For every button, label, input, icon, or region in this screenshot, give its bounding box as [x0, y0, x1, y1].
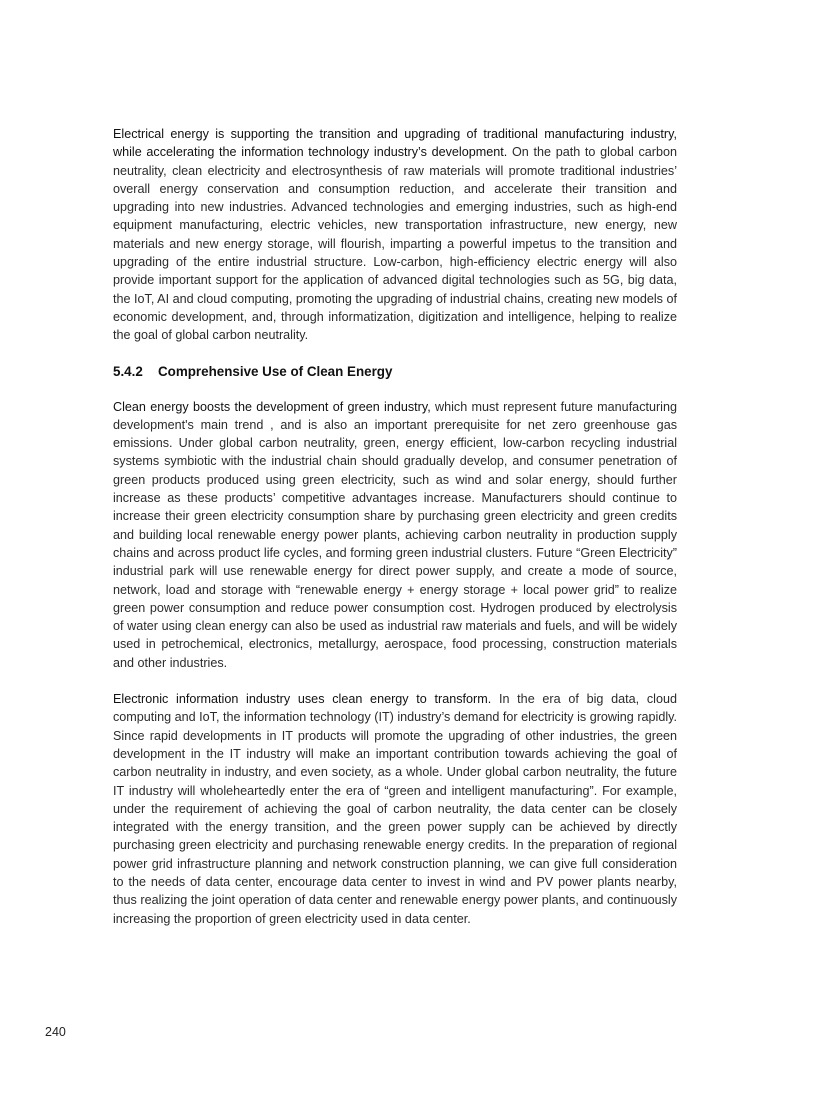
paragraph-electrical-energy: [113, 125, 677, 345]
section-heading: [113, 363, 677, 381]
paragraph-electronic-information: [113, 690, 677, 928]
paragraph-body: In the era of big data, cloud computing and IoT, the information technology (IT) industry’s demand for electricity is growing rapidly. Since rapid developments in IT products will promote the upgrading of other industries, the green development in the IT industry will make an important contribution towards achieving the goal of carbon neutrality in industry, and even society, as a whole. Under global carbon neutrality, the future IT industry will wholeheartedly enter the era of “green and intelligent manufacturing”. For example, under the requirement of achieving the goal of carbon neutrality, the data center can be closely integrated with the energy transition, and the green power supply can be achieved by directly purchasing green electricity and purchasing renewable energy credits. In the preparation of regional power grid infrastructure planning and network construction planning, we can give full consideration to the needs of data center, encourage data center to invest in wind and PV power plants nearby, thus realizing the joint operation of data center and renewable energy power plants, and continuously increasing the proportion of green electricity used in data center.: [113, 692, 677, 926]
paragraph-lead: Electronic information industry uses clean energy to transform.: [113, 692, 492, 707]
paragraph-lead: Electrical energy is supporting the transition and upgrading of traditional manufacturing industry, while accelerating the information technology industry’s development.: [113, 127, 677, 160]
page-number: 240: [45, 1025, 66, 1039]
paragraph-body: which must represent future manufacturing development's main trend , and is also an important prerequisite for net zero greenhouse gas emissions. Under global carbon neutrality, green, energy efficient, low-carbon recycling industrial systems symbiotic with the industrial chain should gradually develop, and consumer penetration of green products produced using green electricity, such as wind and solar energy, should further increase as these products’ competitive advantages increase. Manufacturers should continue to increase their green electricity consumption share by purchasing green electricity and green credits and building local renewable energy power plants, achieving carbon neutrality in production supply chains and across product life cycles, and forming green industrial clusters. Future “Green Electricity” industrial park will use renewable energy for direct power supply, and create a mode of source, network, load and storage with “renewable energy + energy storage + local power grid” to realize green power consumption and reduce power consumption cost. Hydrogen produced by electrolysis of water using clean energy can also be used as industrial raw materials and fuels, and will be widely used in petrochemical, electronics, metallurgy, aerospace, food processing, construction materials and other industries.: [113, 399, 677, 670]
section-title: Comprehensive Use of Clean Energy: [158, 363, 393, 379]
paragraph-lead: Clean energy boosts the development of green industry,: [113, 399, 431, 414]
section-number: 5.4.2: [113, 363, 143, 379]
paragraph-clean-energy: [113, 398, 677, 672]
page-content: [113, 125, 677, 946]
paragraph-body: On the path to global carbon neutrality, clean electricity and electrosynthesis of raw materials will promote traditional industries’ overall energy conservation and consumption reduction, and accelerate their transition and upgrading into new industries. Advanced technologies and emerging industries, such as high-end equipment manufacturing, electric vehicles, new transportation infrastructure, new energy, new materials and new energy storage, will flourish, imparting a powerful impetus to the transition and upgrading of the entire industrial structure. Low-carbon, high-efficiency electric energy will also provide important support for the application of advanced digital technologies such as 5G, big data, the IoT, AI and cloud computing, promoting the upgrading of industrial chains, creating new models of economic development, and, through informatization, digitization and intelligence, helping to realize the goal of global carbon neutrality.: [113, 145, 677, 343]
